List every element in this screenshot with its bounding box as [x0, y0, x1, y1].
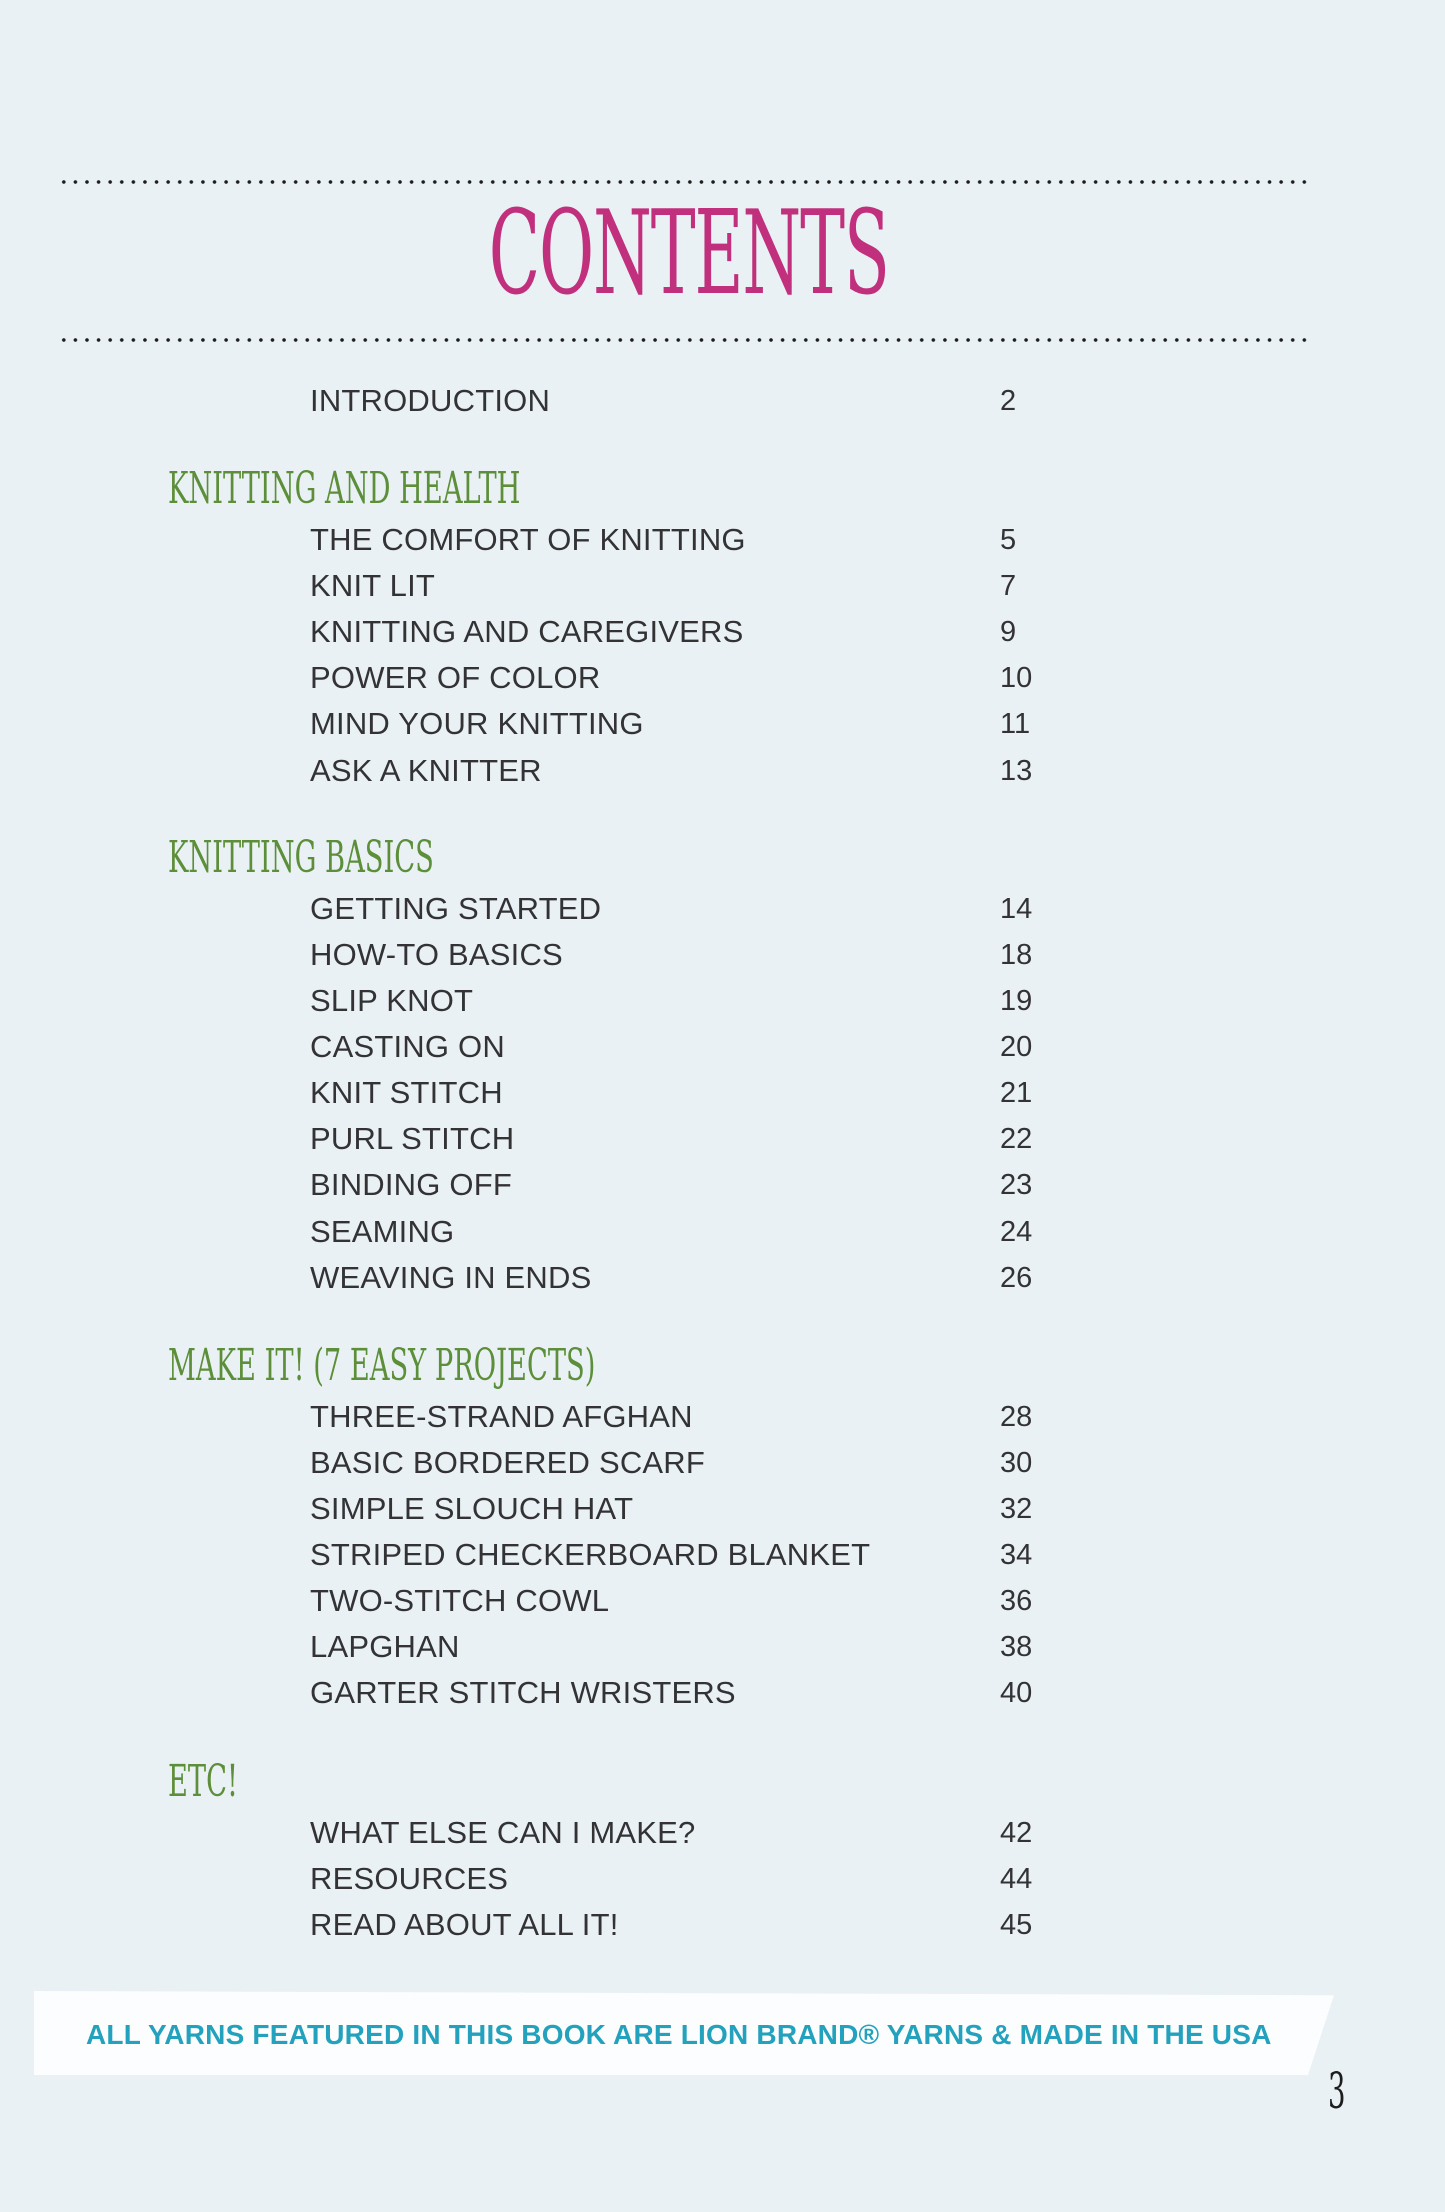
footer-banner-text: ALL YARNS FEATURED IN THIS BOOK ARE LION BRAND® YARNS & MADE IN THE USA [86, 2019, 1272, 2050]
toc-entry[interactable] [310, 1905, 1050, 1945]
toc-entry-page: 45 [1000, 1908, 1033, 1941]
toc-entry-page: 24 [1000, 1215, 1033, 1248]
toc-entry-page: 20 [1000, 1030, 1033, 1063]
toc-entry-label: STRIPED CHECKERBOARD BLANKET [310, 1537, 871, 1572]
toc-entry-page: 2 [1000, 384, 1017, 417]
toc-entry[interactable] [310, 1443, 1050, 1483]
toc-entry-page: 38 [1000, 1630, 1033, 1663]
toc-entry-label: ASK A KNITTER [310, 753, 542, 788]
page-title: CONTENTS [488, 186, 889, 321]
toc-entry-page: 22 [1000, 1122, 1033, 1155]
toc-entry-page: 9 [1000, 615, 1017, 648]
toc-entry-label: PURL STITCH [310, 1121, 515, 1156]
toc-entry-label: MIND YOUR KNITTING [310, 706, 644, 741]
toc-entry[interactable] [310, 1073, 1050, 1113]
toc-entry[interactable] [310, 1119, 1050, 1159]
toc-entry[interactable] [310, 1673, 1050, 1713]
toc-entry[interactable] [310, 1535, 1050, 1575]
toc-entry-page: 26 [1000, 1261, 1033, 1294]
toc-entry-label: SIMPLE SLOUCH HAT [310, 1491, 634, 1526]
toc-entry-label: WHAT ELSE CAN I MAKE? [310, 1815, 696, 1850]
toc-entry-page: 19 [1000, 984, 1033, 1017]
toc-entry[interactable] [310, 935, 1050, 975]
toc-entry[interactable] [310, 981, 1050, 1021]
toc-entry[interactable] [310, 1212, 1050, 1252]
toc-entry-label: POWER OF COLOR [310, 660, 601, 695]
toc-entry-introduction[interactable] [310, 381, 1050, 421]
toc-entry[interactable] [310, 1027, 1050, 1067]
toc-entry-page: 42 [1000, 1816, 1033, 1849]
toc-entry-label: LAPGHAN [310, 1629, 460, 1664]
section-heading-make-it: MAKE IT! (7 EASY PROJECTS) [168, 1340, 596, 1391]
toc-entry[interactable] [310, 612, 1050, 652]
toc-entry-label: SLIP KNOT [310, 983, 474, 1018]
toc-entry[interactable] [310, 520, 1050, 560]
section-heading-knitting-basics: KNITTING BASICS [168, 832, 434, 883]
toc-entry-page: 34 [1000, 1538, 1033, 1571]
toc-entry[interactable] [310, 1489, 1050, 1529]
toc-entry-page: 44 [1000, 1862, 1033, 1895]
toc-entry-label: THE COMFORT OF KNITTING [310, 522, 746, 557]
toc-entry[interactable] [310, 1581, 1050, 1621]
toc-entry[interactable] [310, 1813, 1050, 1853]
toc-entry[interactable] [310, 704, 1050, 744]
toc-entry-page: 40 [1000, 1676, 1033, 1709]
toc-entry-label: GETTING STARTED [310, 891, 602, 926]
toc-entry-label: GARTER STITCH WRISTERS [310, 1675, 736, 1710]
toc-entry-label: SEAMING [310, 1214, 455, 1249]
toc-entry[interactable] [310, 751, 1050, 791]
toc-entry-page: 32 [1000, 1492, 1033, 1525]
section-heading-knitting-and-health: KNITTING AND HEALTH [168, 463, 521, 514]
toc-entry[interactable] [310, 1859, 1050, 1899]
toc-entry[interactable] [310, 1397, 1050, 1437]
toc-entry-label: TWO-STITCH COWL [310, 1583, 610, 1618]
toc-entry-page: 36 [1000, 1584, 1033, 1617]
toc-entry-label: THREE-STRAND AFGHAN [310, 1399, 693, 1434]
toc-entry-page: 7 [1000, 569, 1017, 602]
section-heading-etc: ETC! [168, 1756, 238, 1807]
toc-entry[interactable] [310, 1165, 1050, 1205]
toc-entry-page: 30 [1000, 1446, 1033, 1479]
dotted-rule-top [58, 180, 1312, 184]
toc-entry-page: 11 [1000, 707, 1031, 740]
toc-entry[interactable] [310, 658, 1050, 698]
toc-entry-label: KNITTING AND CAREGIVERS [310, 614, 744, 649]
toc-entry-label: KNIT STITCH [310, 1075, 503, 1110]
toc-entry-label: RESOURCES [310, 1861, 509, 1896]
toc-entry-label: INTRODUCTION [310, 383, 551, 418]
toc-entry[interactable] [310, 1258, 1050, 1298]
toc-entry-label: WEAVING IN ENDS [310, 1260, 592, 1295]
dotted-rule-bottom [58, 338, 1312, 342]
toc-entry-label: KNIT LIT [310, 568, 436, 603]
toc-entry[interactable] [310, 889, 1050, 929]
toc-entry[interactable] [310, 566, 1050, 606]
page-number: 3 [1328, 2062, 1346, 2120]
toc-entry[interactable] [310, 1627, 1050, 1667]
toc-entry-label: HOW-TO BASICS [310, 937, 563, 972]
toc-entry-page: 18 [1000, 938, 1033, 971]
toc-entry-label: CASTING ON [310, 1029, 505, 1064]
toc-entry-label: BINDING OFF [310, 1167, 512, 1202]
toc-entry-label: READ ABOUT ALL IT! [310, 1907, 619, 1942]
toc-entry-page: 23 [1000, 1168, 1033, 1201]
toc-entry-label: BASIC BORDERED SCARF [310, 1445, 706, 1480]
toc-entry-page: 13 [1000, 754, 1033, 787]
toc-entry-page: 10 [1000, 661, 1033, 694]
toc-entry-page: 28 [1000, 1400, 1033, 1433]
toc-entry-page: 14 [1000, 892, 1033, 925]
toc-entry-page: 21 [1000, 1076, 1033, 1109]
toc-entry-page: 5 [1000, 523, 1017, 556]
